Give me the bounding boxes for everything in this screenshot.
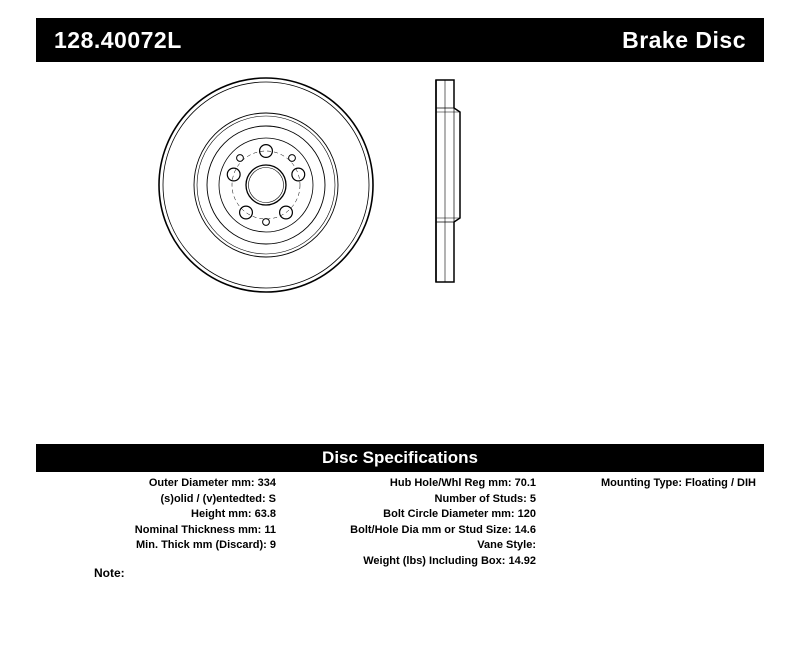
- spec-item: Number of Studs: 5: [434, 492, 536, 505]
- product-type-label: Brake Disc: [622, 26, 746, 53]
- spec-item: Mounting Type: Floating / DIH: [601, 477, 756, 489]
- disc-specifications-title: Disc Specifications: [322, 448, 478, 467]
- product-drawing: [36, 70, 764, 430]
- rotor-face-view: [159, 78, 373, 292]
- rotor-side-view: [436, 80, 460, 282]
- note-label: Note:: [94, 566, 125, 580]
- specifications-table: [36, 476, 764, 570]
- spec-item: Height mm: 63.8: [191, 508, 276, 521]
- part-number-label: 128.40072L: [54, 26, 182, 53]
- spec-item: Bolt Circle Diameter mm: 120: [383, 508, 536, 521]
- spec-item: Outer Diameter mm: 334: [148, 477, 276, 489]
- spec-item: Bolt/Hole Dia mm or Stud Size: 14.6: [350, 523, 536, 536]
- spec-column-middle: [282, 476, 542, 570]
- disc-specifications-bar: [36, 444, 764, 472]
- spec-column-left: [36, 476, 282, 554]
- spec-item: Hub Hole/Whl Reg mm: 70.1: [389, 477, 536, 489]
- brake-disc-drawing-svg: [36, 70, 764, 430]
- spec-item: Weight (lbs) Including Box: 14.92: [363, 554, 536, 567]
- spec-column-right: [542, 476, 764, 492]
- spec-item: Nominal Thickness mm: 11: [134, 523, 276, 536]
- header-bar: [36, 18, 764, 62]
- stud-holes: [227, 145, 304, 219]
- spec-item: (s)olid / (v)entedted: S: [160, 492, 276, 505]
- spec-item: Vane Style:: [477, 539, 536, 552]
- spec-item: Min. Thick mm (Discard): 9: [136, 539, 276, 552]
